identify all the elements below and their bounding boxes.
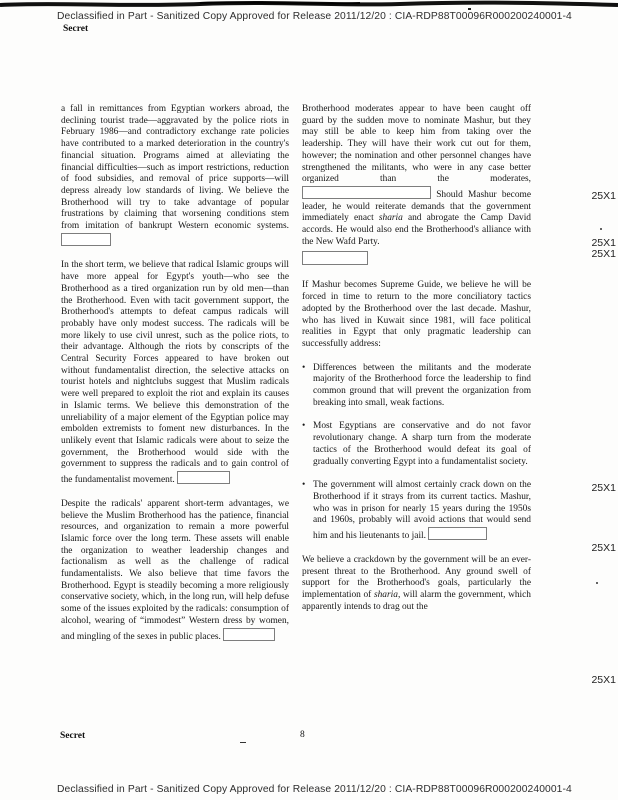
paragraph: Despite the radicals' apparent short-term advantages, we believe the Muslim Brotherhood has the patience, financial resources, and organization to remain a more powerful Islamic force over the long term. These assets will enable the organization to weather leadership changes and factionalism as well as the challenge of radical fundamentalists. We also believe that time favors the Brotherhood. Egypt is steadily becoming a more religiously conservative society, which, in the long run, will help defuse some of the issues exploited by the radicals: consumption of alcohol, wearing of “immodest” Western dress by women, and mingling of the sexes in public places. — [61, 498, 289, 642]
margin-annotation-25x1: 25X1 — [591, 237, 616, 249]
bullet-text: Most Egyptians are conservative and do not favor revolutionary change. A sharp turn from the moderate tactics of the Brotherhood would defeat its goal of gradually converting Egypt into a fundamentalist society. — [313, 421, 531, 467]
italic-term: sharia — [373, 589, 398, 600]
bullet-text: Differences between the militants and the moderate majority of the Brotherhood force the leadership to find common ground that will prevent the organization from breaking into small, weak factions. — [313, 362, 531, 408]
bullet-text: The government will almost certainly crack down on the Brotherhood if it strays from its current tactics. Mashur, who was in prison for nearly 15 years during the 1950s and 1960s, probably will avoid actions that would send him and his lieutenants to jail. — [313, 480, 531, 542]
margin-annotation-25x1: 25X1 — [591, 674, 616, 686]
release-stamp-bottom: Declassified in Part - Sanitized Copy Approved for Release 2011/12/20 : CIA-RDP88T00096R000200240001-4 — [57, 784, 572, 795]
scan-speck — [240, 742, 246, 743]
classification-marking-bottom: Secret — [60, 731, 86, 741]
release-stamp-top: Declassified in Part - Sanitized Copy Approved for Release 2011/12/20 : CIA-RDP88T00096R000200240001-4 — [57, 11, 572, 22]
paragraph: If Mashur becomes Supreme Guide, we believe he will be forced in time to return to the more conciliatory tactics adopted by the Brotherhood over the last decade. Mashur, who has lived in Kuwait since 1981, will face political realities in Egypt that only pragmatic leadership can successfully address: — [302, 280, 531, 349]
paragraph: In the short term, we believe that radical Islamic groups will have more appeal for Egypt's youth—who see the Brotherhood as a tired organization run by old men—than the Brotherhood. Even with tacit government support, the Brotherhood's attempts to defeat campus radicals will probably have only modest success. The radicals will be more likely to use civil unrest, such as the police riots, to their advantage. Although the riots by conscripts of the Central Security Forces appeared to have broken out without fundamentalist direction, the selective attacks on tourist hotels and nightclubs suggest that Muslim radicals were well prepared to exploit the riot and explain its causes in Islamic terms. We believe this demonstration of the unreliability of a major element of the Egyptian police may embolden extremists to foment new disturbances. In the unlikely event that Islamic radicals were about to seize the government, the Brotherhood would side with the government to suppress the radicals and to gain control of the fundamentalist movement. — [61, 260, 289, 486]
margin-annotation-25x1: 25X1 — [591, 248, 616, 260]
paragraph: We believe a crackdown by the government will be an ever-present threat to the Brotherhood. Any ground swell of support for the Brotherhood's goals, particularly the implementation of sharia, will alarm the government, which apparently intends to drag out the — [302, 554, 531, 612]
bullet-icon: • — [302, 421, 306, 432]
redaction-box — [428, 527, 487, 540]
classification-marking-top: Secret — [63, 24, 89, 34]
bullet-item — [302, 363, 531, 410]
margin-annotation-25x1: 25X1 — [591, 482, 616, 494]
bullet-item — [302, 480, 531, 543]
paragraph: Brotherhood moderates appear to have been caught off guard by the sudden move to nominate Mashur, but they may still be able to keep him from taking over the leadership. They will have their work cut out for them, however; the nomination and other personnel changes have strengthened the militants, who were in any case better organized than the moderates, Should Mashur become leader, he would reiterate demands that the government immediately enact sharia and abrogate the Camp David accords. He would also end the Brotherhood's alliance with the New Wafd Party. — [302, 104, 531, 265]
bullet-icon: • — [302, 480, 306, 491]
redaction-box — [61, 233, 111, 246]
margin-annotation-25x1: 25X1 — [591, 542, 616, 554]
scan-speck — [596, 582, 598, 584]
italic-term: sharia — [378, 213, 403, 224]
bullet-item — [302, 421, 531, 468]
left-column — [61, 104, 289, 643]
redaction-box — [177, 471, 230, 484]
scan-speck — [600, 228, 602, 230]
redaction-box — [302, 251, 368, 265]
right-column — [302, 104, 531, 613]
bullet-icon: • — [302, 362, 306, 373]
paragraph: a fall in remittances from Egyptian workers abroad, the declining tourist trade—aggravated by the police riots in February 1986—and contradictory exchange rate policies have contributed to a marked deterioration in the country's financial situation. Programs aimed at alleviating the financial difficulties—such as import restrictions, reduction of food subsidies, and removal of price supports—will depress already low standards of living. We believe the Brotherhood will try to take advantage of popular frustrations by claiming that worsening conditions stem from imitation of bankrupt Western economic systems. — [61, 104, 289, 248]
redaction-box — [223, 628, 275, 641]
margin-annotation-25x1: 25X1 — [591, 190, 616, 202]
page-number: 8 — [300, 730, 305, 740]
redaction-box — [302, 186, 431, 199]
